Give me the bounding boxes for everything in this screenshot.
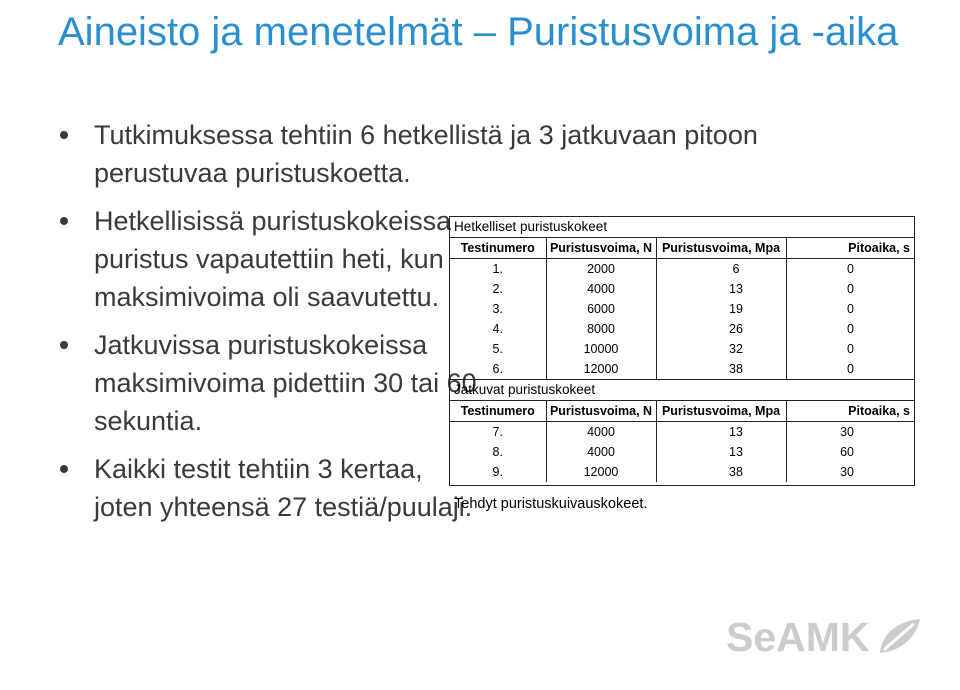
table-cell: 7.	[492, 425, 503, 439]
table-cell: 4000	[546, 442, 656, 462]
tests-table	[449, 216, 915, 486]
table-cell: 13	[656, 442, 786, 462]
table-cell: 0	[786, 359, 914, 380]
table-cell: 30	[786, 462, 914, 482]
table-cell: 2.	[492, 282, 503, 296]
table-cell: 26	[656, 319, 786, 339]
section-title-row	[450, 380, 914, 401]
header-cell: Pitoaika, s	[786, 238, 914, 259]
bullet-item	[58, 326, 478, 440]
table-row	[450, 339, 914, 359]
table-cell: 4.	[492, 322, 503, 336]
table-cell: 5.	[492, 342, 503, 356]
table-cell: 0	[786, 319, 914, 339]
table-cell: 13	[656, 279, 786, 299]
table-cell: 6.	[492, 362, 503, 376]
table-cell: 0	[786, 279, 914, 299]
table-cell: 9.	[492, 465, 503, 479]
table-row	[450, 319, 914, 339]
table-cell: 12000	[546, 462, 656, 482]
table-cell: 4000	[546, 279, 656, 299]
table-row	[450, 259, 914, 280]
table-cell: 1.	[492, 262, 503, 276]
table-cell: 3.	[492, 302, 503, 316]
table-row	[450, 422, 914, 443]
table-cell: 38	[656, 359, 786, 380]
header-cell: Testinumero	[460, 241, 535, 255]
table-cell: 10000	[546, 339, 656, 359]
bullet-text: Kaikki testit tehtiin 3 kertaa, joten yhteensä 27 testiä/puulaji.	[94, 454, 473, 522]
bullet-item	[58, 450, 478, 526]
section-title-continuous: Jatkuvat puristuskokeet	[454, 382, 596, 397]
table-cell: 0	[786, 259, 914, 280]
table-cell: 30	[786, 422, 914, 443]
table-cell: 12000	[546, 359, 656, 380]
header-cell: Puristusvoima, Mpa	[656, 238, 786, 259]
table-header-row	[450, 238, 914, 259]
header-cell: Puristusvoima, N	[546, 238, 656, 259]
bullet-text: Tutkimuksessa tehtiin 6 hetkellistä ja 3 jatkuvaan pitoon perustuvaa puristuskoetta.	[94, 120, 758, 188]
table-cell: 32	[656, 339, 786, 359]
table-cell: 19	[656, 299, 786, 319]
table-row	[450, 359, 914, 380]
table-cell: 4000	[546, 422, 656, 443]
bullet-text: Jatkuvissa puristuskokeissa maksimivoima pidettiin 30 tai 60 sekuntia.	[94, 330, 477, 436]
bullet-text: Hetkellisissä puristuskokeissa puristus vapautettiin heti, kun maksimivoima oli saavutettu.	[94, 206, 452, 312]
header-cell: Puristusvoima, Mpa	[656, 401, 786, 422]
table-row	[450, 462, 914, 482]
table-cell: 60	[786, 442, 914, 462]
table-row	[450, 299, 914, 319]
bullet-item	[58, 116, 874, 192]
table-row	[450, 279, 914, 299]
table-cell: 38	[656, 462, 786, 482]
table-cell: 0	[786, 339, 914, 359]
table-row	[450, 442, 914, 462]
table-cell: 2000	[546, 259, 656, 280]
section-title-instant: Hetkelliset puristuskokeet	[454, 219, 608, 234]
table-cell: 13	[656, 422, 786, 443]
header-cell: Pitoaika, s	[786, 401, 914, 422]
bullet-item	[58, 202, 478, 316]
seamk-logo	[726, 612, 922, 662]
slide-title: Aineisto ja menetelmät – Puristusvoima ja -aika	[58, 10, 899, 54]
table-cell: 6000	[546, 299, 656, 319]
logo-text: SeAMK	[726, 613, 870, 660]
section-title-row	[450, 217, 914, 238]
table-caption: Tehdyt puristuskuivauskokeet.	[454, 496, 648, 512]
header-cell: Testinumero	[460, 404, 535, 418]
table-cell: 0	[786, 299, 914, 319]
table-cell: 8000	[546, 319, 656, 339]
leaf-icon	[876, 617, 922, 657]
table-cell: 8.	[492, 445, 503, 459]
header-cell: Puristusvoima, N	[546, 401, 656, 422]
table-cell: 6	[656, 259, 786, 280]
table-header-row	[450, 401, 914, 422]
